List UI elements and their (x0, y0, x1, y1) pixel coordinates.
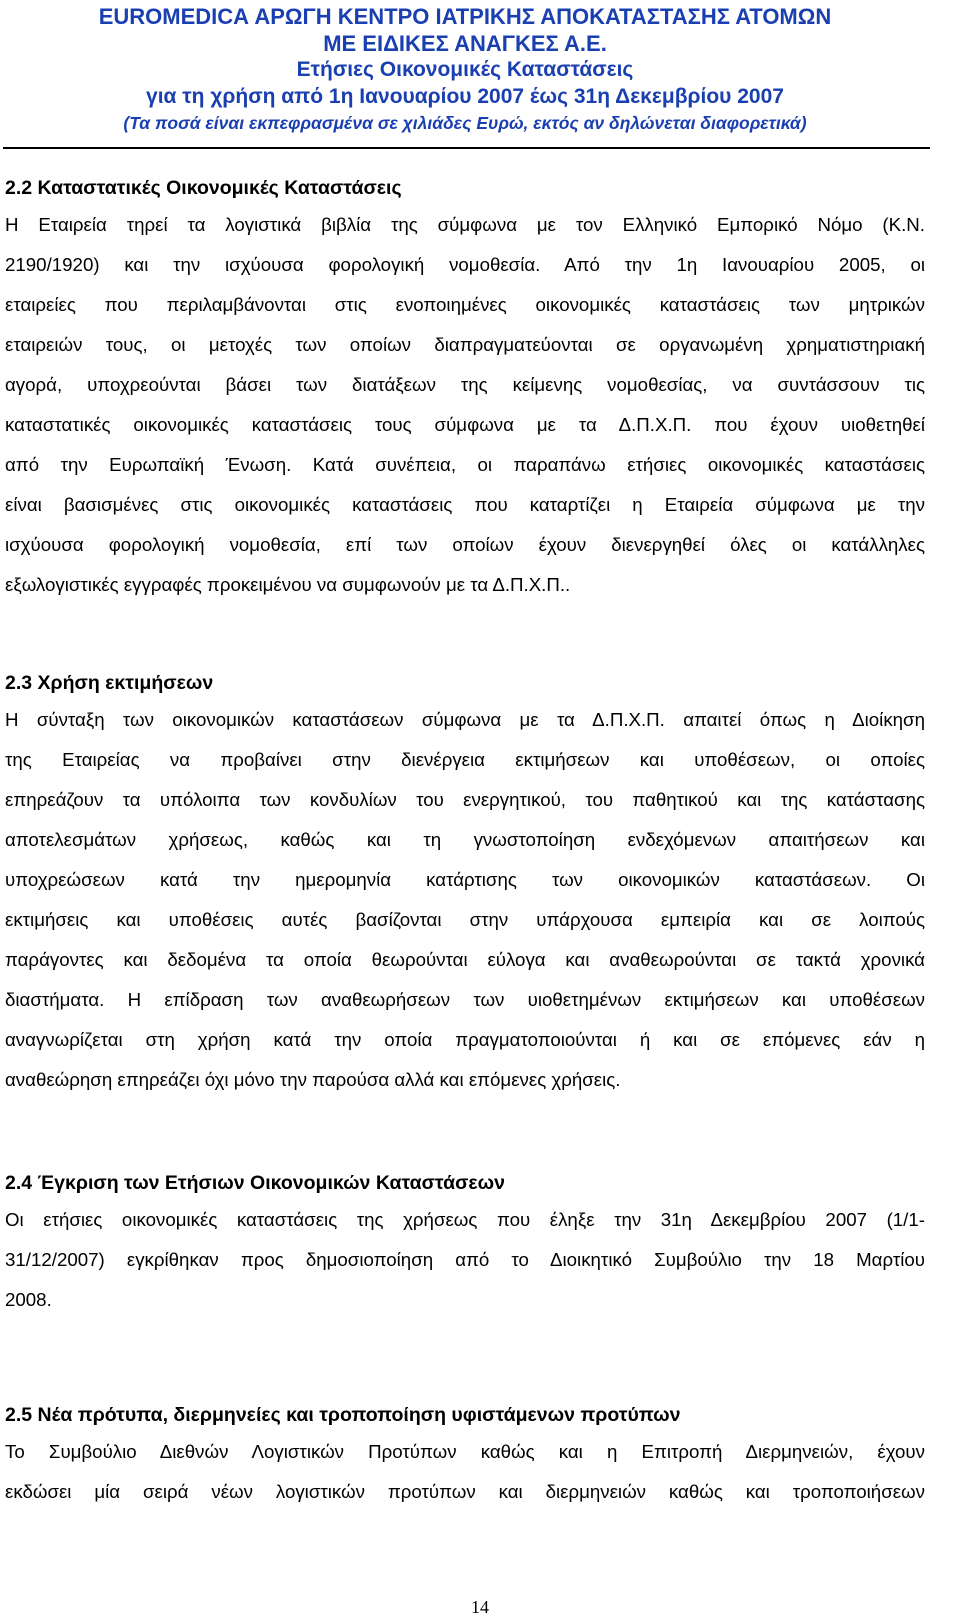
paragraph-line: εκτιμήσεις και υποθέσεις αυτές βασίζονται στην υπάρχουσα εμπειρία και σε λοιπούς (5, 909, 925, 930)
paragraph-line: αναθεώρηση επηρεάζει όχι μόνο την παρούσα αλλά και επόμενες χρήσεις. (5, 1069, 621, 1090)
section-paragraph (5, 700, 925, 1100)
section-2-3 (5, 663, 925, 1100)
section-title: 2.3 Χρήση εκτιμήσεων (5, 672, 214, 694)
document-header (0, 4, 930, 136)
paragraph-line: Οι ετήσιες οικονομικές καταστάσεις της χρήσεως που έληξε την 31η Δεκεμβρίου 2007 (1/1- (5, 1209, 925, 1230)
header-divider (3, 147, 930, 149)
section-paragraph (5, 1432, 925, 1512)
section-title: 2.4 Έγκριση των Ετήσιων Οικονομικών Καταστάσεων (5, 1172, 505, 1194)
paragraph-line: αποτελεσμάτων χρήσεως, καθώς και τη γνωστοποίηση ενδεχόμενων απαιτήσεων και (5, 829, 925, 850)
paragraph-line: υποχρεώσεων κατά την ημερομηνία κατάρτισης των οικονομικών καταστάσεων. Οι (5, 869, 925, 890)
paragraph-line: Η Εταιρεία τηρεί τα λογιστικά βιβλία της σύμφωνα με τον Ελληνικό Εμπορικό Νόμο (Κ.Ν. (5, 214, 925, 235)
paragraph-line: διαστήματα. Η επίδραση των αναθεωρήσεων των υιοθετημένων εκτιμήσεων και υποθέσεων (5, 989, 925, 1010)
section-paragraph (5, 205, 925, 605)
paragraph-line: εταιρείες που περιλαμβάνονται στις ενοποιημένες οικονομικές καταστάσεις των μητρικών (5, 294, 925, 315)
company-name-line1: EUROMEDICA ΑΡΩΓΗ ΚΕΝΤΡΟ ΙΑΤΡΙΚΗΣ ΑΠΟΚΑΤΑΣΤΑΣΗΣ ΑΤΟΜΩΝ (98, 4, 832, 29)
paragraph-line: Το Συμβούλιο Διεθνών Λογιστικών Προτύπων καθώς και η Επιτροπή Διερμηνειών, έχουν (5, 1441, 925, 1462)
paragraph-line: 2190/1920) και την ισχύουσα φορολογική νομοθεσία. Από την 1η Ιανουαρίου 2005, οι (5, 254, 925, 275)
paragraph-line: ισχύουσα φορολογική νομοθεσία, επί των οποίων έχουν διενεργηθεί όλες οι κατάλληλες (5, 534, 925, 555)
paragraph-line: εκδώσει μία σειρά νέων λογιστικών προτύπων και διερμηνειών καθώς και τροποποιήσεων (5, 1481, 925, 1502)
paragraph-line: εταιρειών τους, οι μετοχές των οποίων διαπραγματεύονται σε οργανωμένη χρηματιστηριακή (5, 334, 925, 355)
section-paragraph (5, 1200, 925, 1320)
section-2-4 (5, 1163, 925, 1320)
section-title: 2.5 Νέα πρότυπα, διερμηνείες και τροποποίηση υφιστάμενων προτύπων (5, 1404, 681, 1426)
paragraph-line: 2008. (5, 1289, 52, 1310)
paragraph-line: επηρεάζουν τα υπόλοιπα των κονδυλίων του ενεργητικού, του παθητικού και της κατάστασης (5, 789, 925, 810)
section-2-2 (5, 168, 925, 605)
page-number: 14 (471, 1597, 489, 1617)
paragraph-line: καταστατικές οικονομικές καταστάσεις τους σύμφωνα με τα Δ.Π.Χ.Π. που έχουν υιοθετηθεί (5, 414, 925, 435)
paragraph-line: από την Ευρωπαϊκή Ένωση. Κατά συνέπεια, οι παραπάνω ετήσιες οικονομικές καταστάσεις (5, 454, 925, 475)
paragraph-line: είναι βασισμένες στις οικονομικές καταστάσεις που καταρτίζει η Εταιρεία σύμφωνα με την (5, 494, 925, 515)
section-2-5 (5, 1395, 925, 1512)
company-name-line2: ΜΕ ΕΙΔΙΚΕΣ ΑΝΑΓΚΕΣ Α.Ε. (323, 30, 607, 56)
paragraph-line: Η σύνταξη των οικονομικών καταστάσεων σύμφωνα με τα Δ.Π.Χ.Π. απαιτεί όπως η Διοίκηση (5, 709, 925, 730)
report-period: για τη χρήση από 1η Ιανουαρίου 2007 έως 31η Δεκεμβρίου 2007 (146, 84, 784, 108)
report-title: Ετήσιες Οικονομικές Καταστάσεις (296, 58, 634, 81)
paragraph-line: παράγοντες και δεδομένα τα οποία θεωρούνται εύλογα και αναθεωρούνται σε τακτά χρονικά (5, 949, 925, 970)
paragraph-line: της Εταιρείας να προβαίνει στην διενέργεια εκτιμήσεων και υποθέσεων, οι οποίες (5, 749, 925, 770)
section-title: 2.2 Καταστατικές Οικονομικές Καταστάσεις (5, 177, 402, 199)
currency-note: (Τα ποσά είναι εκπεφρασμένα σε χιλιάδες Ευρώ, εκτός αν δηλώνεται διαφορετικά) (123, 113, 807, 133)
paragraph-line: αναγνωρίζεται στη χρήση κατά την οποία πραγματοποιούνται ή και σε επόμενες εάν η (5, 1029, 925, 1050)
paragraph-line: εξωλογιστικές εγγραφές προκειμένου να συμφωνούν με τα Δ.Π.Χ.Π.. (5, 574, 571, 595)
paragraph-line: αγορά, υποχρεούνται βάσει των διατάξεων της κείμενης νομοθεσίας, να συντάσσουν τις (5, 374, 925, 395)
paragraph-line: 31/12/2007) εγκρίθηκαν προς δημοσιοποίηση από το Διοικητικό Συμβούλιο την 18 Μαρτίου (5, 1249, 925, 1270)
